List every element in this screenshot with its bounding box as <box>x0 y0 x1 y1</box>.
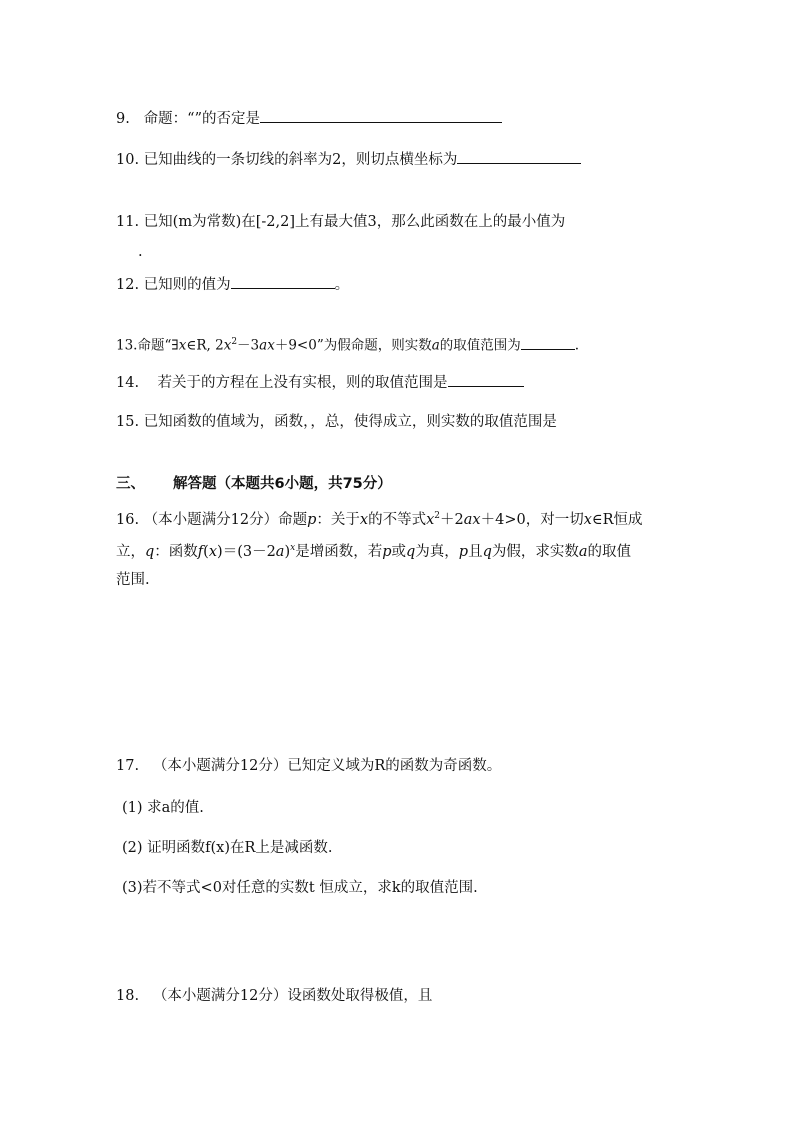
question-text: 或 <box>391 543 406 560</box>
question-12 <box>116 274 349 295</box>
math-exponent: 2 <box>434 511 441 521</box>
question-text: 的不等式 <box>368 511 427 528</box>
math-variable: a <box>259 337 268 354</box>
question-tail: . <box>574 337 580 354</box>
question-14 <box>116 372 524 393</box>
math-variable: f <box>197 543 204 560</box>
question-text: 已知(m为常数)在[-2,2]上有最大值3，那么此函数在上的最小值为 <box>143 214 566 230</box>
question-text: ＋4>0，对一切 <box>480 511 584 528</box>
math-variable: a <box>463 511 473 528</box>
question-text: 的取值 <box>587 543 632 560</box>
question-text: 且 <box>468 543 483 560</box>
math-exponent: x <box>290 543 296 553</box>
math-variable: q <box>482 543 492 560</box>
math-variable: p <box>307 511 317 528</box>
question-10 <box>116 149 581 170</box>
question-number: 9. <box>116 111 130 127</box>
question-16-line-3 <box>116 570 150 590</box>
math-variable: a <box>275 543 285 560</box>
question-text: ∈R恒成 <box>591 511 643 528</box>
question-text: 立， <box>116 543 145 560</box>
question-9 <box>116 108 502 129</box>
question-text: 已知函数的值域为，函数，，总，使得成立，则实数的取值范围是 <box>143 414 557 430</box>
question-text: ：函数 <box>154 543 198 560</box>
question-text: ( <box>203 543 209 560</box>
question-number: 15. <box>116 414 140 430</box>
question-16-line-2 <box>116 538 631 562</box>
question-number: 18. <box>116 988 140 1004</box>
question-text: （本小题满分12分）命题 <box>143 511 308 528</box>
question-text: ＋2 <box>440 511 464 528</box>
question-11-continuation <box>138 242 143 262</box>
question-text: 为假，求实数 <box>491 543 579 560</box>
question-11 <box>116 212 565 232</box>
math-variable: p <box>382 543 392 560</box>
question-tail: 。 <box>334 277 350 293</box>
question-18 <box>116 986 432 1006</box>
math-variable: a <box>578 543 588 560</box>
math-variable: x <box>208 543 218 560</box>
question-number: 16. <box>116 511 140 528</box>
question-text: 的取值范围为 <box>439 337 521 354</box>
question-17-part-2 <box>122 838 333 858</box>
math-variable: x <box>472 511 481 528</box>
math-variable: x <box>223 337 232 354</box>
math-variable: x <box>583 511 592 528</box>
question-text: （本小题满分12分）已知定义域为R的函数为奇函数。 <box>152 758 502 774</box>
question-number: 12. <box>116 277 140 293</box>
question-number: 17. <box>116 758 140 774</box>
question-text: 若关于的方程在上没有实根，则的取值范围是 <box>157 375 448 391</box>
question-15 <box>116 412 557 432</box>
section-number: 三、 <box>116 476 145 492</box>
question-text: 为真， <box>415 543 459 560</box>
question-text: . <box>138 244 143 260</box>
question-16 <box>116 506 643 530</box>
section-title: 解答题（本题共6小题，共75分） <box>173 476 392 492</box>
question-text: ) <box>284 543 291 560</box>
sub-question: (1) 求a的值. <box>122 800 204 816</box>
math-variable: p <box>458 543 469 560</box>
question-text: 范围. <box>116 572 150 588</box>
question-text: 已知曲线的一条切线的斜率为2，则切点横坐标为 <box>143 152 458 168</box>
question-13 <box>116 332 579 356</box>
question-number: 14. <box>116 375 140 391</box>
math-variable: x <box>359 511 369 528</box>
question-17-part-1 <box>122 798 204 818</box>
question-text: )＝(3－2 <box>217 543 276 560</box>
question-number: 11. <box>116 214 140 230</box>
question-text: ：关于 <box>316 511 360 528</box>
question-number: 10. <box>116 152 140 168</box>
math-variable: q <box>145 543 155 560</box>
answer-blank <box>260 108 502 123</box>
answer-blank <box>231 274 335 289</box>
question-text: 已知则的值为 <box>143 277 231 293</box>
question-text: 是增函数，若 <box>295 543 383 560</box>
math-variable: a <box>431 337 440 354</box>
question-text: －3 <box>237 337 260 354</box>
answer-blank <box>457 149 581 164</box>
math-variable: x <box>267 337 275 354</box>
sub-question: (3)若不等式<0对任意的实数t 恒成立，求k的取值范围. <box>122 880 478 896</box>
question-text: 命题：“”的否定是 <box>143 111 260 127</box>
question-17 <box>116 756 501 776</box>
question-number: 13. <box>116 337 138 354</box>
math-variable: x <box>426 511 435 528</box>
question-text: ＋9<0”为假命题，则实数 <box>274 337 432 354</box>
math-variable: x <box>178 337 187 354</box>
question-17-part-3 <box>122 878 478 898</box>
answer-blank <box>521 337 575 350</box>
question-text: （本小题满分12分）设函数处取得极值，且 <box>152 988 433 1004</box>
math-variable: q <box>406 543 416 560</box>
answer-blank <box>448 372 524 387</box>
sub-question: (2) 证明函数f(x)在R上是减函数. <box>122 840 333 856</box>
math-exponent: 2 <box>231 337 238 347</box>
question-text: ∈R, 2 <box>186 337 224 354</box>
question-text: 命题“∃ <box>137 337 179 354</box>
section-heading <box>116 474 392 494</box>
